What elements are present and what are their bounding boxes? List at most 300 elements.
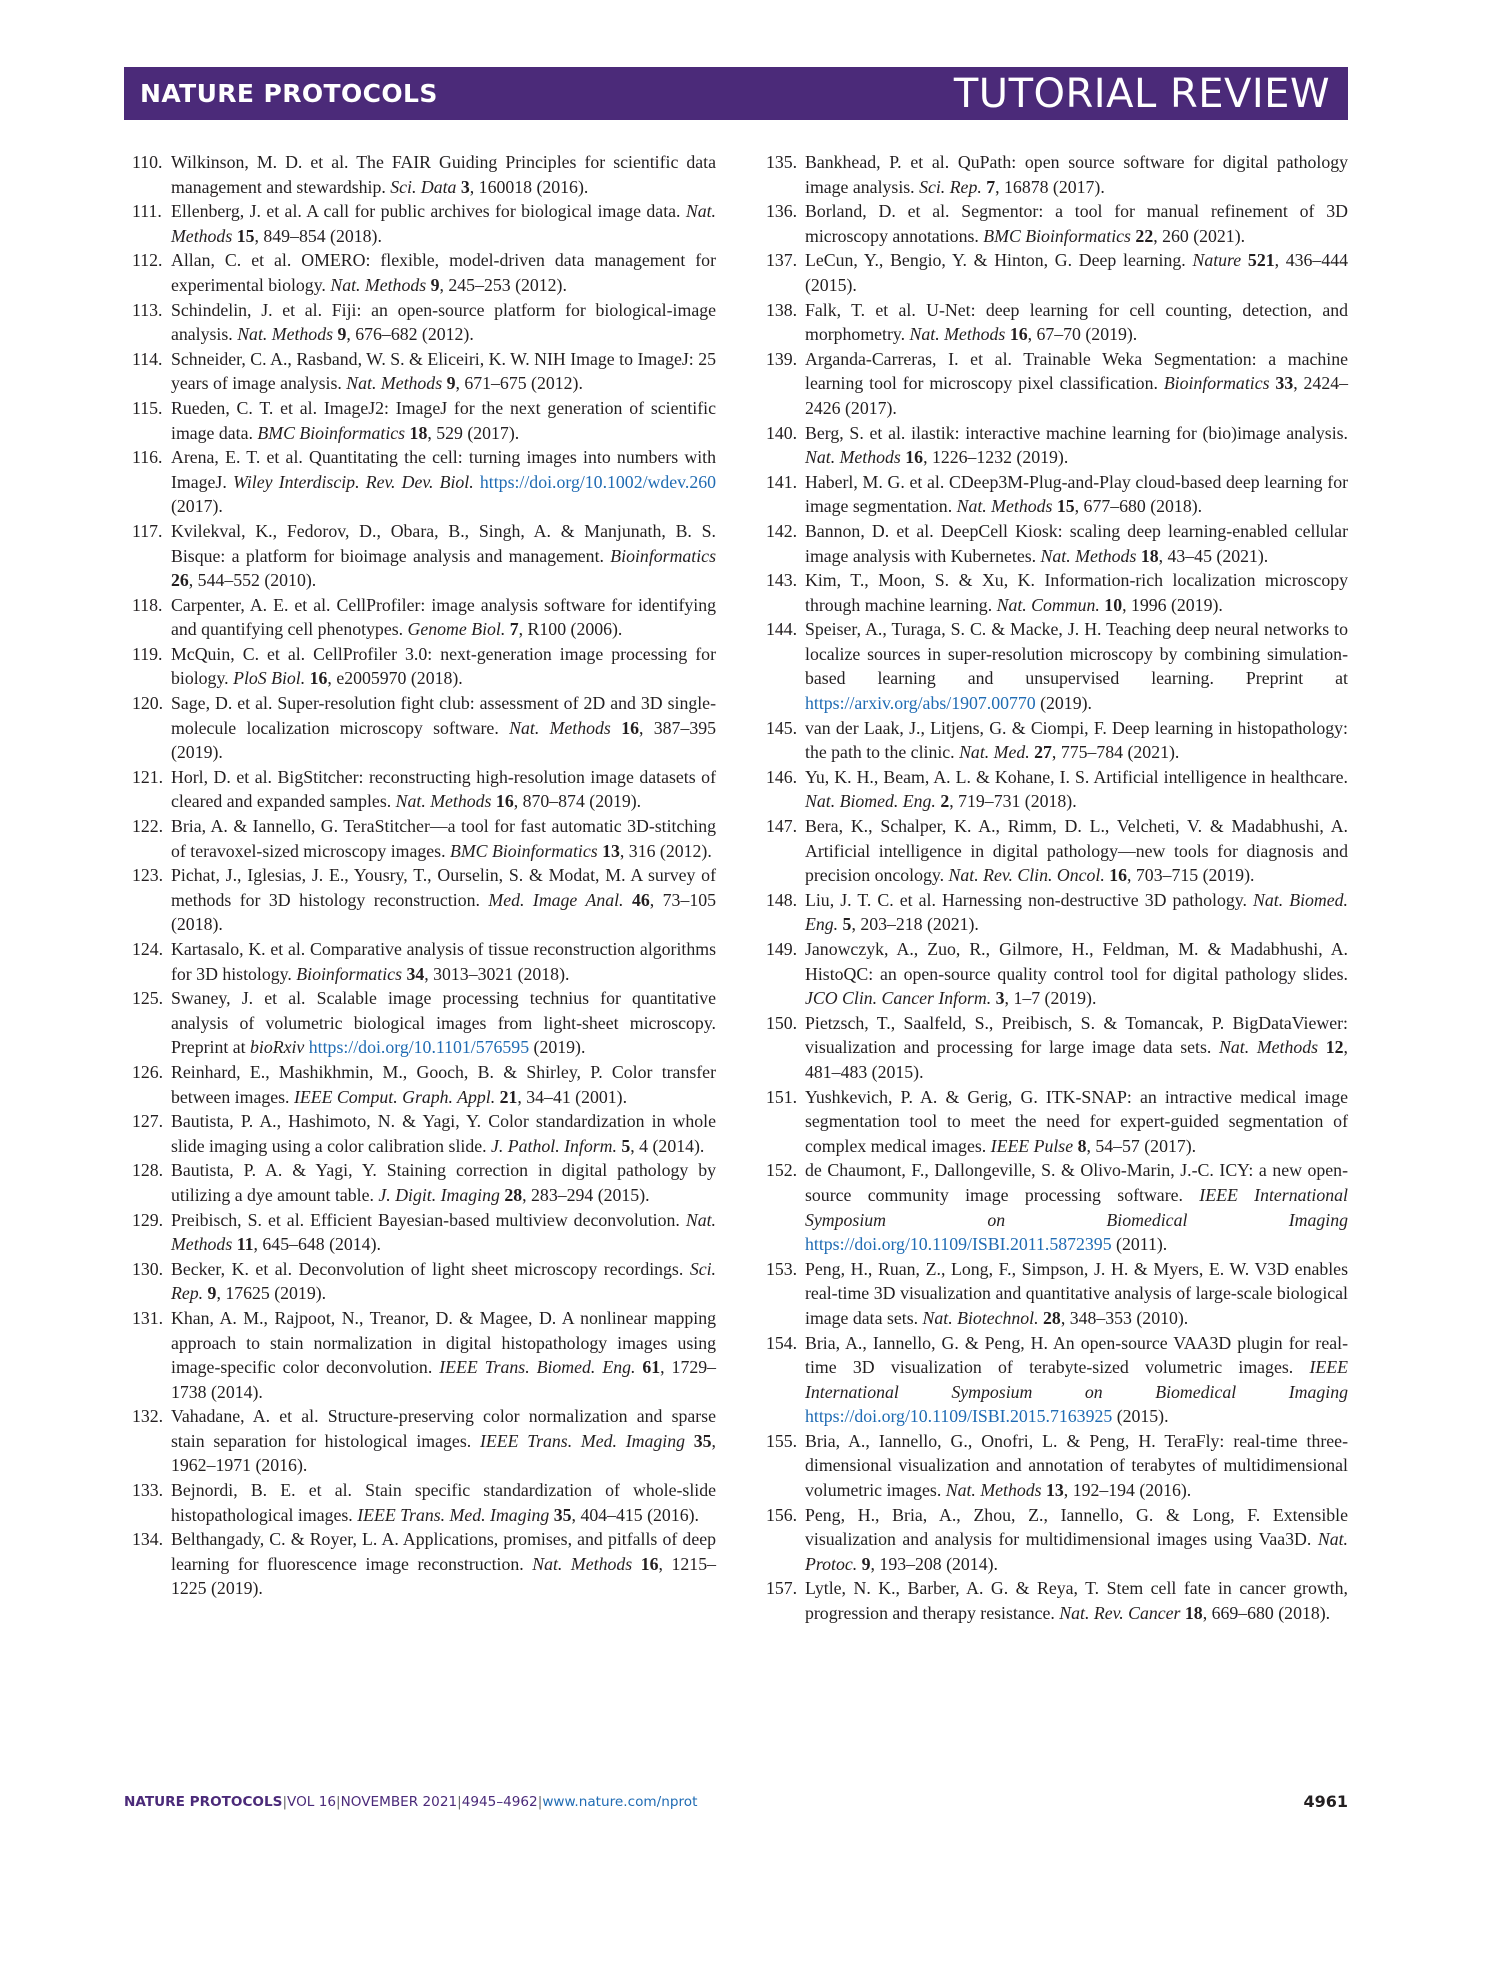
volume-number: 16: [309, 668, 328, 689]
volume-number: 16: [905, 447, 924, 468]
volume-number: 3: [460, 176, 470, 197]
volume-number: 9: [337, 324, 347, 345]
volume-number: 9: [446, 373, 456, 394]
reference-text: (2011).: [1111, 1234, 1168, 1255]
reference-text: Sage, D. et al. Super-resolution fight club: assessment of 2D and 3D single-molecule localization microscopy software.: [171, 693, 716, 738]
reference-number: 112.: [132, 250, 163, 271]
reference-text: , 775–784 (2021).: [1051, 742, 1180, 763]
doi-link[interactable]: https://doi.org/10.1002/wdev.260: [479, 471, 717, 492]
reference-text: , 17625 (2019).: [216, 1283, 327, 1304]
reference-text: Liu, J. T. C. et al. Harnessing non-destructive 3D pathology.: [805, 889, 1254, 910]
doi-link[interactable]: https://doi.org/10.1109/ISBI.2011.5872395: [805, 1234, 1112, 1255]
reference-item: [124, 765, 716, 814]
volume-number: 11: [236, 1234, 254, 1255]
reference-item: [758, 470, 1348, 519]
volume-number: 18: [1184, 1603, 1203, 1624]
reference-item: [758, 1576, 1348, 1625]
reference-number: 146.: [766, 766, 798, 787]
reference-item: [758, 568, 1348, 617]
reference-text: , e2005970 (2018).: [327, 668, 463, 689]
reference-text: Pichat, J., Iglesias, J. E., Yousry, T., Ourselin, S. & Modat, M. A survey of methods for 3D histology reconstruction.: [171, 865, 716, 910]
reference-text: (2017).: [171, 496, 223, 517]
journal-title: Nat. Methods: [330, 274, 427, 295]
reference-text: , 67–70 (2019).: [1027, 324, 1138, 345]
volume-number: 16: [495, 791, 514, 812]
volume-number: 26: [171, 570, 189, 591]
reference-number: 110.: [132, 152, 163, 172]
journal-title: IEEE Trans. Med. Imaging: [479, 1430, 685, 1451]
journal-title: Nat. Protoc.: [805, 1529, 1348, 1574]
reference-item: [758, 1158, 1348, 1256]
reference-item: [124, 445, 716, 519]
journal-title: Nat. Methods: [346, 373, 443, 394]
reference-text: , 481–483 (2015).: [805, 1037, 1348, 1082]
reference-text: Bera, K., Schalper, K. A., Rimm, D. L., Velcheti, V. & Madabhushi, A. Artificial intelligence in digital pathology—new tools for diagnosis and precision oncology.: [805, 816, 1348, 886]
reference-text: , 1226–1232 (2019).: [923, 447, 1069, 468]
reference-item: [124, 863, 716, 937]
reference-text: , 669–680 (2018).: [1202, 1603, 1331, 1624]
reference-text: , 73–105 (2018).: [171, 889, 716, 935]
reference-text: Peng, H., Bria, A., Zhou, Z., Iannello, G. & Long, F. Extensible visualization and analysis for multidimensional images using Vaa3D.: [805, 1504, 1348, 1550]
reference-number: 149.: [766, 939, 798, 959]
reference-item: [758, 1429, 1348, 1503]
reference-number: 144.: [766, 619, 798, 640]
volume-number: 5: [842, 914, 852, 935]
reference-text: Falk, T. et al. U-Net: deep learning for cell counting, detection, and morphometry.: [805, 299, 1348, 345]
reference-text: , 2424–2426 (2017).: [805, 373, 1348, 418]
journal-title: BMC Bioinformatics: [449, 840, 598, 861]
volume-number: 7: [509, 619, 519, 640]
reference-number: 140.: [766, 422, 798, 443]
reference-number: 151.: [766, 1086, 798, 1107]
journal-title: IEEE Pulse: [990, 1135, 1074, 1156]
volume-number: 15: [1056, 496, 1075, 517]
volume-number: 8: [1077, 1135, 1087, 1156]
doi-link[interactable]: https://doi.org/10.1109/ISBI.2015.7163925: [805, 1406, 1113, 1427]
reference-text: , 192–194 (2016).: [1063, 1480, 1192, 1501]
reference-number: 131.: [132, 1307, 164, 1328]
journal-title: Wiley Interdiscip. Rev. Dev. Biol.: [233, 471, 474, 492]
journal-title: Nat. Biomed. Eng.: [805, 889, 1348, 935]
reference-text: Bautista, P. A. & Yagi, Y. Staining correction in digital pathology by utilizing a dye amount table.: [171, 1160, 716, 1205]
volume-number: 9: [861, 1553, 871, 1574]
reference-text: , 260 (2021).: [1153, 225, 1246, 246]
reference-text: , 529 (2017).: [427, 422, 520, 443]
journal-title: Nat. Methods: [509, 717, 611, 738]
footer-volume: VOL 16: [287, 1794, 336, 1810]
volume-number: 521: [1247, 250, 1275, 271]
reference-text: , 316 (2012).: [619, 840, 712, 861]
reference-text: [632, 1554, 641, 1574]
journal-title: Nat. Methods: [171, 201, 716, 246]
reference-item: [124, 1527, 716, 1601]
reference-text: , 544–552 (2010).: [188, 570, 317, 591]
journal-title: Nat. Methods: [237, 324, 334, 345]
references-left-column: [124, 150, 716, 1601]
reference-number: 148.: [766, 889, 798, 910]
reference-number: 154.: [766, 1332, 798, 1353]
reference-text: [1241, 250, 1248, 270]
doi-link[interactable]: https://doi.org/10.1101/576595: [308, 1037, 530, 1058]
journal-title: IEEE Comput. Graph. Appl.: [293, 1086, 496, 1107]
references-right-column: [758, 150, 1348, 1626]
reference-text: , 283–294 (2015).: [522, 1184, 650, 1205]
footer-url-link[interactable]: www.nature.com/nprot: [542, 1794, 698, 1810]
reference-text: [611, 718, 621, 738]
reference-item: [124, 298, 716, 347]
reference-number: 113.: [132, 299, 163, 320]
reference-text: , 1215–1225 (2019).: [171, 1553, 716, 1599]
reference-number: 139.: [766, 348, 798, 369]
reference-text: (2015).: [1112, 1406, 1169, 1427]
journal-title: Bioinformatics: [296, 963, 402, 984]
reference-text: Vahadane, A. et al. Structure-preserving color normalization and sparse stain separation for histological images.: [171, 1406, 716, 1451]
journal-title: J. Digit. Imaging: [378, 1184, 500, 1205]
reference-text: Bria, A., Iannello, G., Onofri, L. & Peng, H. TeraFly: real-time three-dimensional visualization and annotation of terabytes of multidimensional volumetric images.: [805, 1430, 1348, 1501]
reference-text: , 3013–3021 (2018).: [424, 963, 570, 984]
reference-number: 141.: [766, 471, 798, 492]
reference-number: 114.: [132, 348, 163, 369]
journal-title: Nature: [1192, 250, 1242, 271]
reference-item: [124, 1478, 716, 1527]
page-header: [124, 67, 1348, 120]
reference-text: Peng, H., Ruan, Z., Long, F., Simpson, J. H. & Myers, E. W. V3D enables real-time 3D visualization and quantitative analysis of large-scale biological image data sets.: [805, 1258, 1348, 1328]
reference-text: , 703–715 (2019).: [1127, 865, 1255, 886]
reference-item: [758, 617, 1348, 715]
reference-item: [124, 519, 716, 593]
reference-text: , 677–680 (2018).: [1074, 496, 1203, 517]
reference-text: (2019).: [529, 1037, 586, 1058]
reference-text: Berg, S. et al. ilastik: interactive machine learning for (bio)image analysis.: [805, 422, 1348, 443]
reference-text: Borland, D. et al. Segmentor: a tool for manual refinement of 3D microscopy annotations.: [805, 201, 1348, 246]
volume-number: 21: [499, 1086, 518, 1107]
reference-number: 137.: [766, 250, 798, 271]
reference-text: Pietzsch, T., Saalfeld, S., Preibisch, S. & Tomancak, P. BigDataViewer: visualization and processing for large image data sets.: [805, 1012, 1348, 1058]
reference-number: 128.: [132, 1160, 164, 1181]
reference-text: , 16878 (2017).: [995, 176, 1105, 197]
reference-text: , 193–208 (2014).: [870, 1553, 998, 1574]
reference-item: [758, 421, 1348, 470]
journal-title: IEEE International Symposium on Biomedical Imaging: [805, 1357, 1348, 1402]
volume-number: 18: [409, 422, 428, 443]
journal-title: Nat. Methods: [945, 1480, 1042, 1501]
reference-item: [124, 347, 716, 396]
reference-text: Allan, C. et al. OMERO: flexible, model-driven data management for experimental biology.: [171, 250, 716, 295]
section-title: TUTORIAL REVIEW: [953, 70, 1330, 117]
reference-text: , 34–41 (2001).: [517, 1086, 628, 1107]
reference-item: [758, 150, 1348, 199]
reference-number: 118.: [132, 594, 163, 615]
reference-item: [124, 986, 716, 1060]
reference-number: 119.: [132, 643, 163, 664]
reference-number: 135.: [766, 152, 798, 172]
reference-text: , 671–675 (2012).: [455, 373, 583, 394]
journal-title: IEEE Trans. Med. Imaging: [357, 1504, 550, 1525]
reference-text: , 849–854 (2018).: [254, 225, 382, 246]
reference-text: Bankhead, P. et al. QuPath: open source software for digital pathology image analysis.: [805, 152, 1348, 197]
volume-number: 13: [1046, 1480, 1064, 1501]
reference-text: Bannon, D. et al. DeepCell Kiosk: scaling deep learning-enabled cellular image analysis with Kubernetes.: [805, 520, 1348, 566]
journal-title: Bioinformatics: [610, 545, 716, 566]
reference-text: Kim, T., Moon, S. & Xu, K. Information-rich localization microscopy through machine learning.: [805, 570, 1348, 615]
volume-number: 7: [986, 176, 996, 197]
reference-text: Carpenter, A. E. et al. CellProfiler: image analysis software for identifying and quantifying cell phenotypes.: [171, 594, 716, 640]
reference-item: [758, 1503, 1348, 1577]
reference-text: Khan, A. M., Rajpoot, N., Treanor, D. & Magee, D. A nonlinear mapping approach to stain normalization in digital histopathology images using image-specific color deconvolution.: [171, 1307, 716, 1378]
reference-text: Janowczyk, A., Zuo, R., Gilmore, H., Feldman, M. & Madabhushi, A. HistoQC: an open-source quality control tool for digital pathology slides.: [805, 939, 1348, 984]
reference-number: 152.: [766, 1160, 798, 1181]
reference-text: , 719–731 (2018).: [949, 791, 1077, 812]
reference-number: 121.: [132, 766, 164, 787]
reference-text: Bria, A., Iannello, G. & Peng, H. An open-source VAA3D plugin for real-time 3D visualization of terabyte-sized volumetric images.: [805, 1332, 1348, 1378]
reference-item: [124, 1158, 716, 1207]
reference-number: 117.: [132, 520, 163, 541]
footer-date: NOVEMBER 2021: [340, 1794, 458, 1810]
reference-text: Horl, D. et al. BigStitcher: reconstructing high-resolution image datasets of cleared and expanded samples.: [171, 766, 716, 812]
reference-text: , 54–57 (2017).: [1086, 1135, 1197, 1156]
reference-text: van der Laak, J., Litjens, G. & Ciompi, F. Deep learning in histopathology: the path to the clinic.: [805, 717, 1348, 763]
reference-item: [124, 199, 716, 248]
reference-text: , R100 (2006).: [518, 619, 623, 640]
reference-item: [758, 519, 1348, 568]
reference-text: LeCun, Y., Bengio, Y. & Hinton, G. Deep learning.: [805, 250, 1193, 271]
volume-number: 28: [504, 1184, 523, 1205]
reference-item: [124, 1306, 716, 1404]
journal-title: Nat. Rev. Cancer: [1059, 1603, 1181, 1624]
reference-text: Wilkinson, M. D. et al. The FAIR Guiding Principles for scientific data management and stewardship.: [171, 152, 716, 197]
volume-number: 28: [1043, 1307, 1061, 1328]
reference-number: 136.: [766, 201, 798, 222]
journal-title: Nat. Med.: [959, 742, 1030, 763]
reference-item: [758, 888, 1348, 937]
reference-text: , 245–253 (2012).: [439, 274, 567, 295]
reference-item: [758, 1257, 1348, 1331]
reference-number: 142.: [766, 520, 798, 541]
reference-text: Yu, K. H., Beam, A. L. & Kohane, I. S. Artificial intelligence in healthcare.: [805, 766, 1348, 787]
reference-text: Reinhard, E., Mashikhmin, M., Gooch, B. & Shirley, P. Color transfer between images.: [171, 1061, 716, 1107]
reference-text: [1318, 1037, 1326, 1057]
journal-title: Sci. Rep.: [919, 176, 982, 197]
reference-text: Arena, E. T. et al. Quantitating the cell: turning images into numbers with ImageJ.: [171, 447, 716, 492]
reference-item: [124, 691, 716, 765]
reference-item: [758, 1085, 1348, 1159]
footer-journal: NATURE PROTOCOLS: [124, 1794, 283, 1810]
volume-number: 61: [642, 1357, 661, 1378]
reference-text: Becker, K. et al. Deconvolution of light sheet microscopy recordings.: [171, 1258, 690, 1279]
reference-text: , 1–7 (2019).: [1004, 988, 1097, 1009]
reference-item: [124, 1208, 716, 1257]
journal-title: Nat. Methods: [956, 496, 1053, 517]
journal-name: NATURE PROTOCOLS: [140, 79, 438, 108]
reference-number: 155.: [766, 1430, 798, 1451]
reference-item: [124, 642, 716, 691]
reference-text: , 676–682 (2012).: [346, 324, 474, 345]
reference-text: , 870–874 (2019).: [513, 791, 642, 812]
journal-title: Sci. Data: [390, 176, 457, 197]
reference-number: 134.: [132, 1529, 164, 1550]
journal-title: Nat. Rev. Clin. Oncol.: [948, 865, 1105, 886]
volume-number: 35: [553, 1504, 572, 1525]
volume-number: 16: [621, 717, 639, 738]
reference-number: 125.: [132, 988, 164, 1009]
journal-title: PloS Biol.: [233, 668, 306, 689]
reference-text: Schindelin, J. et al. Fiji: an open-source platform for biological-image analysis.: [171, 299, 716, 345]
reference-text: [624, 890, 632, 910]
journal-title: BMC Bioinformatics: [257, 422, 406, 443]
reference-number: 143.: [766, 570, 798, 591]
reference-number: 126.: [132, 1061, 164, 1082]
reference-text: , 1996 (2019).: [1122, 594, 1223, 615]
reference-text: , 203–218 (2021).: [851, 914, 979, 935]
volume-number: 12: [1325, 1037, 1344, 1058]
journal-title: BMC Bioinformatics: [983, 225, 1131, 246]
reference-number: 156.: [766, 1504, 798, 1525]
volume-number: 16: [640, 1553, 659, 1574]
reference-item: [124, 248, 716, 297]
reference-item: [124, 593, 716, 642]
reference-item: [758, 814, 1348, 888]
reference-text: Preibisch, S. et al. Efficient Bayesian-based multiview deconvolution.: [171, 1209, 686, 1230]
reference-item: [758, 1331, 1348, 1429]
journal-title: J. Pathol. Inform.: [491, 1135, 617, 1156]
reference-text: Belthangady, C. & Royer, L. A. Applications, promises, and pitfalls of deep learning for fluorescence image reconstruction.: [171, 1529, 716, 1574]
reference-text: Speiser, A., Turaga, S. C. & Macke, J. H. Teaching deep neural networks to localize sources in super-resolution microscopy by combining simulation-based learning and unsupervised learning. Preprint at: [805, 619, 1348, 689]
reference-number: 132.: [132, 1406, 164, 1427]
volume-number: 22: [1135, 225, 1154, 246]
reference-text: Schneider, C. A., Rasband, W. S. & Eliceiri, K. W. NIH Image to ImageJ: 25 years of image analysis.: [171, 348, 716, 394]
volume-number: 18: [1140, 545, 1159, 566]
volume-number: 13: [602, 840, 620, 861]
reference-item: [124, 396, 716, 445]
reference-item: [758, 248, 1348, 297]
journal-title: IEEE Trans. Biomed. Eng.: [439, 1357, 636, 1378]
reference-text: Kartasalo, K. et al. Comparative analysis of tissue reconstruction algorithms for 3D histology.: [171, 939, 716, 984]
journal-title: Genome Biol.: [407, 619, 506, 640]
journal-title: Nat. Commun.: [996, 594, 1100, 615]
reference-number: 115.: [132, 397, 163, 418]
reference-item: [124, 1109, 716, 1158]
reference-item: [124, 937, 716, 986]
reference-number: 120.: [132, 693, 164, 714]
reference-item: [758, 765, 1348, 814]
reference-text: Ellenberg, J. et al. A call for public archives for biological image data.: [171, 201, 686, 222]
reference-number: 150.: [766, 1012, 798, 1033]
volume-number: 5: [621, 1135, 631, 1156]
journal-title: Nat. Methods: [909, 324, 1006, 345]
journal-title: bioRxiv: [250, 1037, 305, 1058]
reference-number: 116.: [132, 447, 163, 468]
reference-text: Lytle, N. K., Barber, A. G. & Reya, T. Stem cell fate in cancer growth, progression and therapy resistance.: [805, 1578, 1348, 1624]
reference-text: , 160018 (2016).: [469, 176, 589, 197]
reference-text: (2019).: [1035, 693, 1092, 714]
volume-number: 16: [1109, 865, 1128, 886]
reference-text: , 387–395 (2019).: [171, 717, 717, 763]
page-footer: [124, 1794, 1348, 1818]
reference-item: [758, 716, 1348, 765]
reference-text: Haberl, M. G. et al. CDeep3M-Plug-and-Play cloud-based deep learning for image segmentation.: [805, 471, 1348, 517]
volume-number: 46: [631, 889, 650, 910]
reference-text: [685, 1431, 694, 1451]
page-number: 4961: [1303, 1792, 1348, 1811]
journal-title: Nat. Methods: [532, 1553, 633, 1574]
journal-title: Nat. Methods: [805, 447, 901, 468]
reference-item: [758, 298, 1348, 347]
journal-title: Nat. Methods: [1219, 1037, 1319, 1058]
reference-number: 129.: [132, 1209, 164, 1230]
journal-title: Nat. Methods: [1040, 545, 1137, 566]
volume-number: 2: [940, 791, 950, 812]
volume-number: 10: [1104, 594, 1123, 615]
reference-text: Swaney, J. et al. Scalable image processing technius for quantitative analysis of volumetric biological images from light-sheet microscopy. Preprint at: [171, 988, 716, 1058]
volume-number: 33: [1275, 373, 1294, 394]
journal-title: Nat. Biomed. Eng.: [805, 791, 936, 812]
reference-number: 138.: [766, 299, 798, 320]
reference-item: [124, 150, 716, 199]
reference-text: McQuin, C. et al. CellProfiler 3.0: next-generation image processing for biology.: [171, 643, 716, 689]
reference-number: 122.: [132, 816, 164, 837]
journal-title: Nat. Methods: [395, 791, 492, 812]
volume-number: 15: [236, 225, 255, 246]
reference-item: [124, 1404, 716, 1478]
volume-number: 27: [1034, 742, 1052, 763]
reference-item: [758, 1011, 1348, 1085]
reference-item: [758, 347, 1348, 421]
reference-number: 157.: [766, 1578, 798, 1599]
reference-text: , 1962–1971 (2016).: [171, 1430, 716, 1476]
journal-title: Nat. Biotechnol.: [922, 1307, 1039, 1328]
reference-number: 124.: [132, 939, 164, 959]
volume-number: 35: [693, 1430, 712, 1451]
reference-item: [124, 1060, 716, 1109]
reference-text: , 436–444 (2015).: [805, 250, 1348, 295]
reference-text: de Chaumont, F., Dallongeville, S. & Olivo-Marin, J.-C. ICY: a new open-source community image processing software.: [805, 1160, 1348, 1205]
reference-number: 111.: [132, 201, 162, 222]
reference-text: Arganda-Carreras, I. et al. Trainable Weka Segmentation: a machine learning tool for microscopy pixel classification.: [805, 348, 1348, 394]
volume-number: 9: [207, 1283, 217, 1304]
volume-number: 3: [995, 988, 1005, 1009]
reference-item: [758, 937, 1348, 1011]
reference-number: 130.: [132, 1258, 164, 1279]
reference-text: , 1729–1738 (2014).: [171, 1357, 717, 1402]
journal-title: JCO Clin. Cancer Inform.: [805, 988, 992, 1009]
reference-text: Bria, A. & Iannello, G. TeraStitcher—a tool for fast automatic 3D-stitching of teravoxel-sized microscopy images.: [171, 816, 716, 861]
journal-title: Nat. Methods: [171, 1209, 716, 1255]
volume-number: 34: [406, 963, 425, 984]
reference-text: , 348–353 (2010).: [1060, 1307, 1189, 1328]
volume-number: 16: [1009, 324, 1028, 345]
reference-text: Bejnordi, B. E. et al. Stain specific standardization of whole-slide histopathological images.: [171, 1480, 716, 1525]
footer-citation: NATURE PROTOCOLS|VOL 16|NOVEMBER 2021|4945–4962|www.nature.com/nprot: [124, 1794, 698, 1810]
journal-title: Med. Image Anal.: [488, 889, 624, 910]
doi-link[interactable]: https://arxiv.org/abs/1907.00770: [805, 693, 1036, 714]
reference-number: 145.: [766, 717, 798, 738]
journal-title: Bioinformatics: [1163, 373, 1270, 394]
reference-number: 127.: [132, 1111, 164, 1132]
reference-text: Kvilekval, K., Fedorov, D., Obara, B., Singh, A. & Manjunath, B. S. Bisque: a platform for bioimage analysis and management.: [171, 520, 716, 566]
reference-text: , 43–45 (2021).: [1158, 545, 1269, 566]
journal-title: Sci. Rep.: [171, 1258, 716, 1304]
reference-text: , 645–648 (2014).: [253, 1234, 381, 1255]
reference-item: [124, 814, 716, 863]
reference-text: Bautista, P. A., Hashimoto, N. & Yagi, Y. Color standardization in whole slide imaging using a color calibration slide.: [171, 1111, 716, 1156]
footer-pages: 4945–4962: [461, 1794, 538, 1810]
reference-number: 123.: [132, 865, 164, 886]
reference-number: 133.: [132, 1480, 164, 1501]
reference-item: [758, 199, 1348, 248]
reference-number: 147.: [766, 816, 798, 837]
reference-text: , 404–415 (2016).: [571, 1504, 699, 1525]
reference-item: [124, 1257, 716, 1306]
